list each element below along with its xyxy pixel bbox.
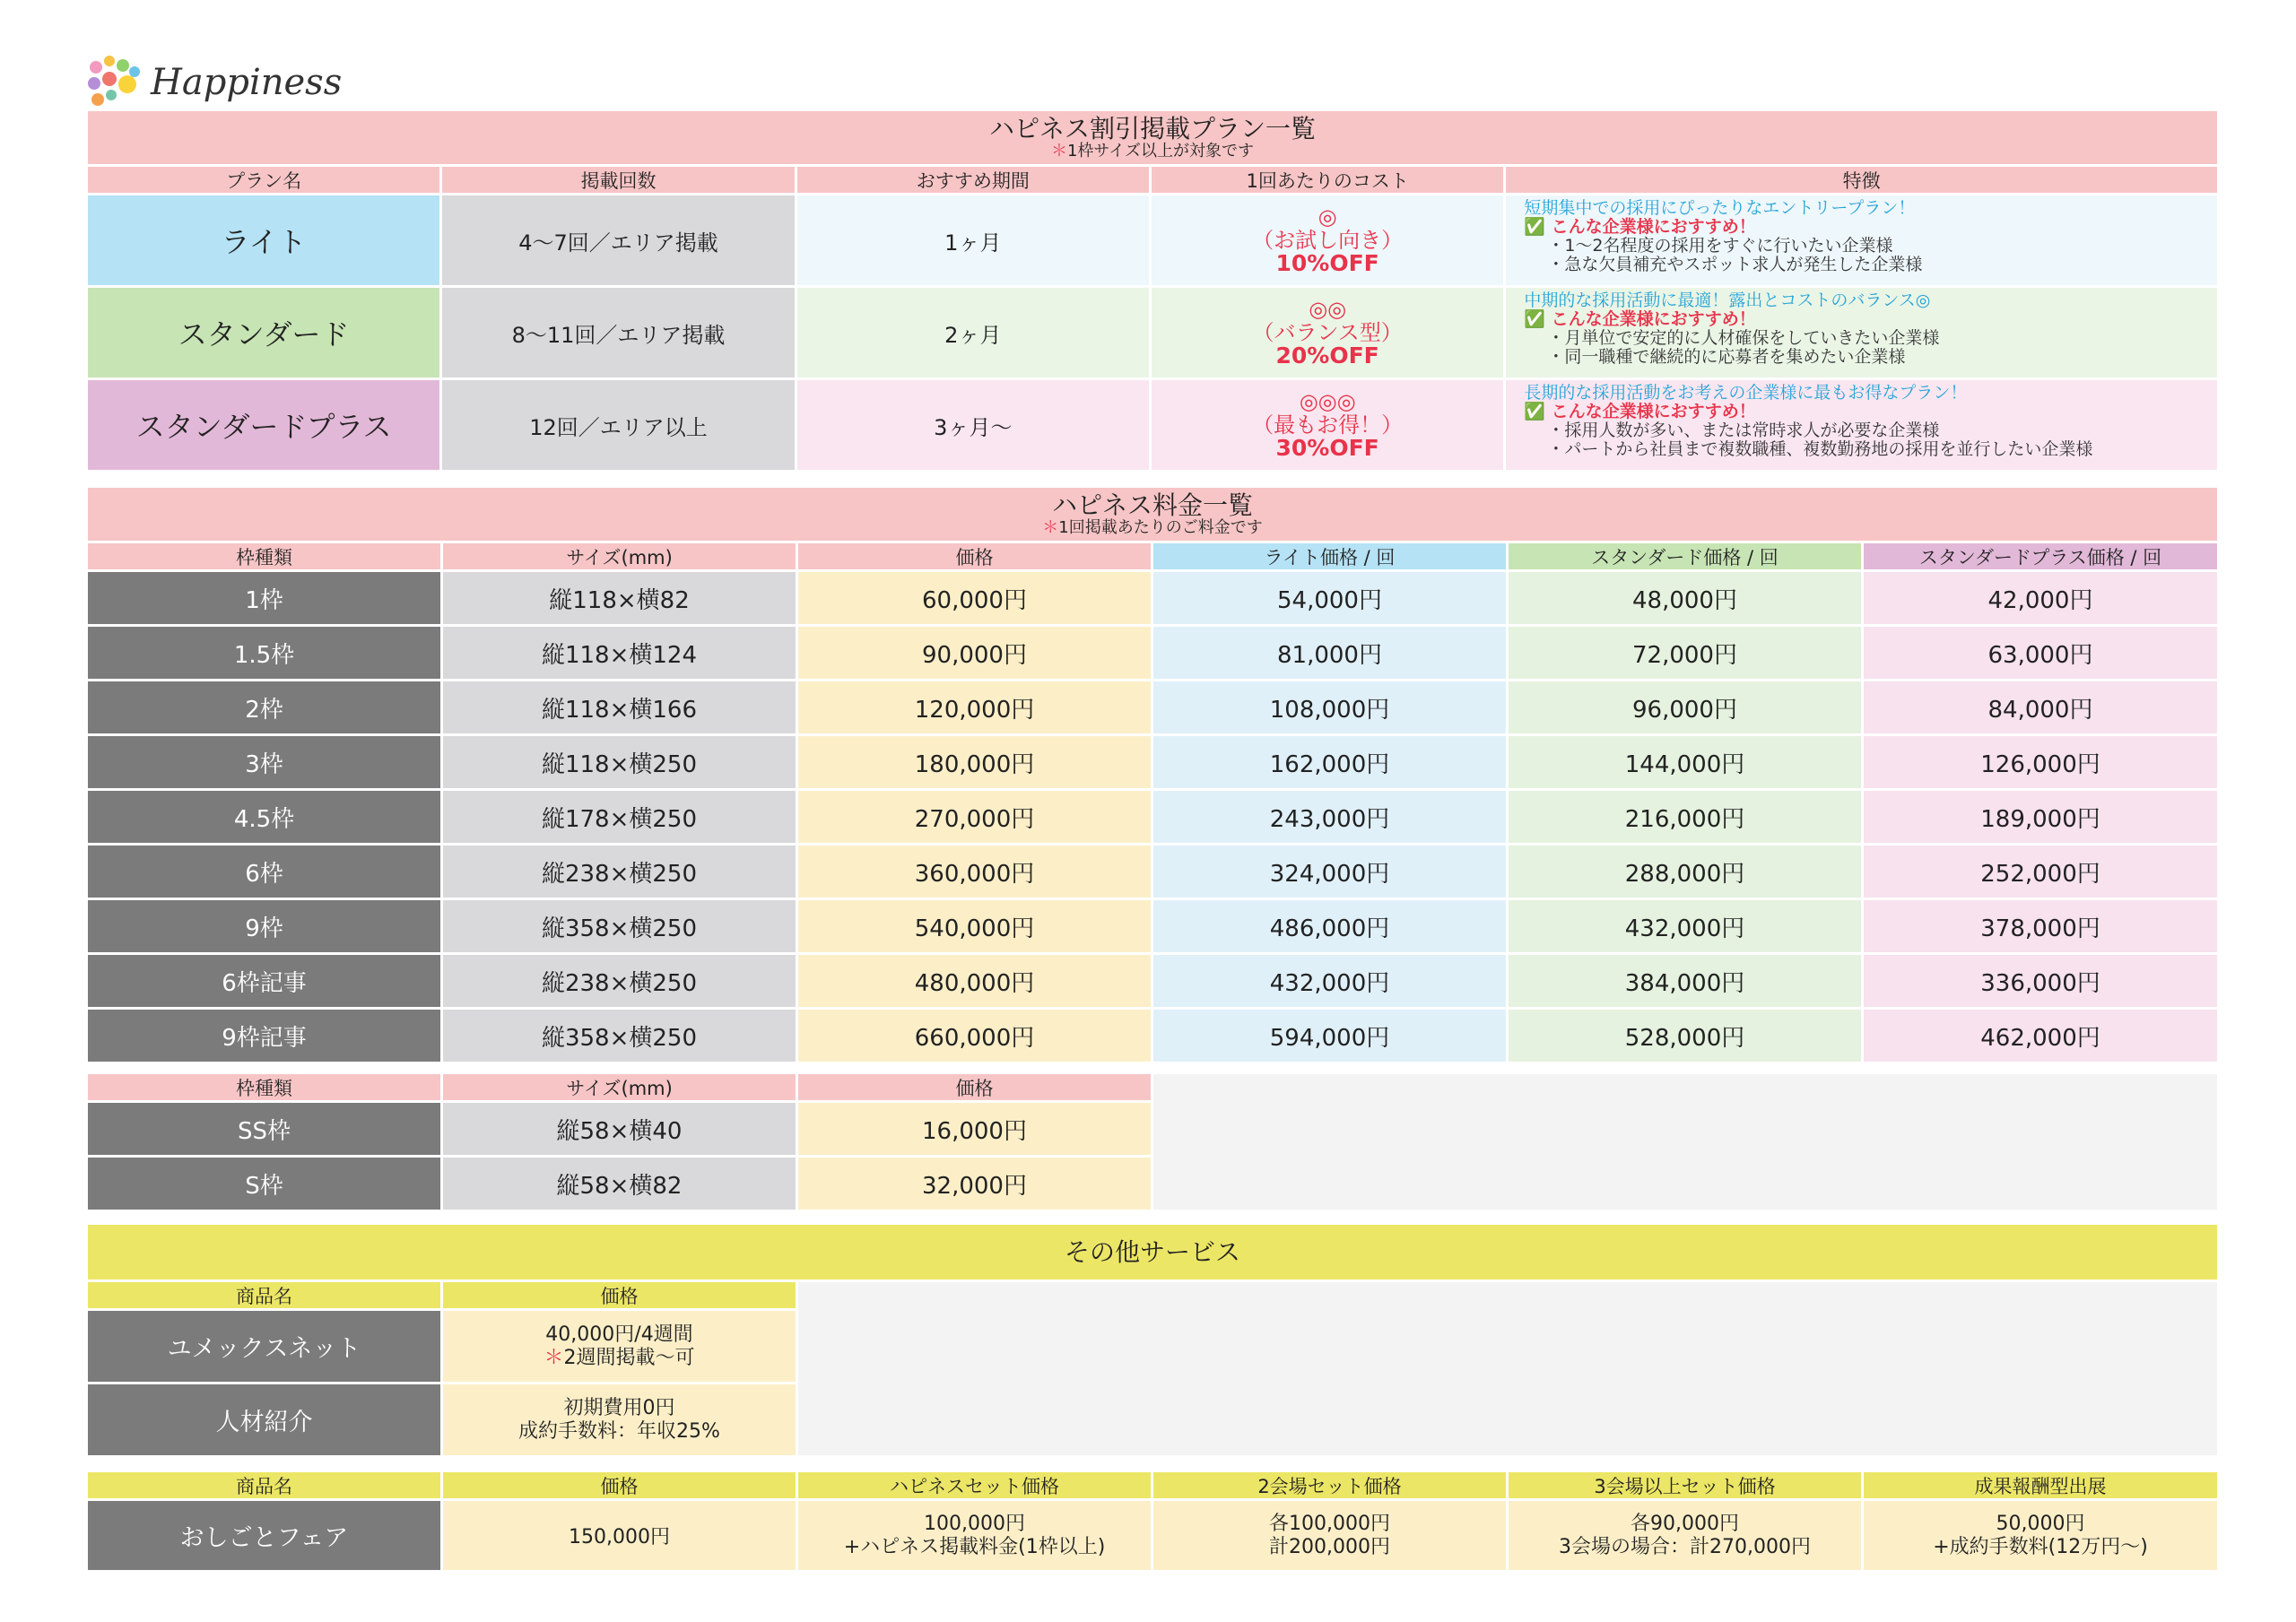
- table-row: [88, 681, 2217, 736]
- standard-price: 96,000円: [1509, 681, 1864, 736]
- product-name: 人材紹介: [88, 1384, 443, 1458]
- frame-type: S枠: [88, 1158, 443, 1212]
- product-name: おしごとフェア: [88, 1501, 443, 1573]
- frame-type: 6枠: [88, 846, 443, 900]
- plan-cost: ◎ （お試し向き） 10%OFF: [1152, 195, 1506, 288]
- header-count: 掲載回数: [442, 167, 796, 195]
- price-table: [88, 488, 2217, 1064]
- frame-size: 縦358×横250: [443, 900, 798, 955]
- standard-price: 72,000円: [1509, 627, 1864, 681]
- standard-price: 384,000円: [1509, 955, 1864, 1010]
- table-row: [88, 1311, 2217, 1384]
- header-plan-name: プラン名: [88, 167, 442, 195]
- standard-plus-price: 189,000円: [1864, 791, 2217, 846]
- price-table-title: ハピネス料金一覧 ＊1回掲載あたりのご料金です: [88, 488, 2217, 543]
- product-price: 初期費用0円 成約手数料：年収25%: [443, 1384, 798, 1458]
- standard-plus-price: 84,000円: [1864, 681, 2217, 736]
- header-light-price: ライト価格 / 回: [1153, 543, 1509, 572]
- plan-features: 中期的な採用活動に最適！露出とコストのバランス◎ ✅ こんな企業様におすすめ！ ・月単位で安定的に人材確保をしていきたい企業様 ・同一職種で継続的に応募者を集めたい企業様: [1506, 288, 2217, 380]
- header-price: 価格: [443, 1472, 798, 1501]
- plan-features: 短期集中での採用にぴったりなエントリープラン！ ✅ こんな企業様におすすめ！ ・1〜2名程度の採用をすぐに行いたい企業様 ・急な欠員補充やスポット求人が発生した企業様: [1506, 195, 2217, 288]
- header-cost: 1回あたりのコスト: [1152, 167, 1506, 195]
- table-row: [88, 572, 2217, 627]
- header-price: 価格: [798, 1074, 1153, 1103]
- frame-type: 9枠: [88, 900, 443, 955]
- header-price: 価格: [443, 1282, 798, 1311]
- standard-price: 144,000円: [1509, 736, 1864, 791]
- table-row: [88, 1501, 2217, 1573]
- frame-price: 480,000円: [798, 955, 1153, 1010]
- standard-price: 288,000円: [1509, 846, 1864, 900]
- standard-price: 48,000円: [1509, 572, 1864, 627]
- standard-plus-price: 42,000円: [1864, 572, 2217, 627]
- plan-name: スタンダードプラス: [88, 380, 442, 473]
- plan-count: 12回／エリア以上: [442, 380, 796, 473]
- frame-size: 縦178×横250: [443, 791, 798, 846]
- frame-type: SS枠: [88, 1103, 443, 1158]
- plan-name: ライト: [88, 195, 442, 288]
- header-frame: 枠種類: [88, 543, 443, 572]
- header-product: 商品名: [88, 1282, 443, 1311]
- header-product: 商品名: [88, 1472, 443, 1501]
- fair-performance: 50,000円 +成約手数料(12万円〜): [1864, 1501, 2217, 1573]
- logo-dots-icon: [86, 54, 144, 111]
- frame-type: 6枠記事: [88, 955, 443, 1010]
- header-happiness-set: ハピネスセット価格: [798, 1472, 1153, 1501]
- standard-plus-price: 336,000円: [1864, 955, 2217, 1010]
- table-row: [88, 736, 2217, 791]
- plan-row: [88, 195, 2217, 288]
- small-frame-table: [88, 1074, 2217, 1212]
- header-three-venue: 3会場以上セット価格: [1509, 1472, 1864, 1501]
- blank-area: [1153, 1158, 2217, 1212]
- frame-type: 1枠: [88, 572, 443, 627]
- header-performance: 成果報酬型出展: [1864, 1472, 2217, 1501]
- header-standard-price: スタンダード価格 / 回: [1509, 543, 1864, 572]
- light-price: 243,000円: [1153, 791, 1509, 846]
- fair-three-venue: 各90,000円 3会場の場合：計270,000円: [1509, 1501, 1864, 1573]
- table-row: [88, 791, 2217, 846]
- product-price: 40,000円/4週間 ＊2週間掲載〜可: [443, 1311, 798, 1384]
- standard-price: 216,000円: [1509, 791, 1864, 846]
- plan-cost: ◎◎◎ （最もお得！） 30%OFF: [1152, 380, 1506, 473]
- frame-size: 縦118×横82: [443, 572, 798, 627]
- header-features: 特徴: [1506, 167, 2217, 195]
- other-services-title: その他サービス: [88, 1225, 2217, 1282]
- standard-plus-price: 63,000円: [1864, 627, 2217, 681]
- table-row: [88, 1010, 2217, 1064]
- frame-price: 360,000円: [798, 846, 1153, 900]
- frame-type: 3枠: [88, 736, 443, 791]
- blank-area: [798, 1311, 2217, 1384]
- light-price: 432,000円: [1153, 955, 1509, 1010]
- light-price: 108,000円: [1153, 681, 1509, 736]
- frame-size: 縦358×横250: [443, 1010, 798, 1064]
- plan-period: 3ヶ月〜: [797, 380, 1152, 473]
- light-price: 54,000円: [1153, 572, 1509, 627]
- standard-plus-price: 378,000円: [1864, 900, 2217, 955]
- table-row: [88, 846, 2217, 900]
- plan-count: 8〜11回／エリア掲載: [442, 288, 796, 380]
- frame-price: 270,000円: [798, 791, 1153, 846]
- blank-area: [1153, 1074, 2217, 1103]
- other-services-table: [88, 1225, 2217, 1458]
- light-price: 486,000円: [1153, 900, 1509, 955]
- frame-size: 縦58×横40: [443, 1103, 798, 1158]
- frame-price: 32,000円: [798, 1158, 1153, 1212]
- table-row: [88, 955, 2217, 1010]
- header-two-venue: 2会場セット価格: [1153, 1472, 1509, 1501]
- frame-size: 縦118×横124: [443, 627, 798, 681]
- blank-area: [1153, 1103, 2217, 1158]
- light-price: 594,000円: [1153, 1010, 1509, 1064]
- frame-size: 縦58×横82: [443, 1158, 798, 1212]
- plan-table: [88, 111, 2217, 473]
- header-frame: 枠種類: [88, 1074, 443, 1103]
- standard-plus-price: 126,000円: [1864, 736, 2217, 791]
- header-standard-plus-price: スタンダードプラス価格 / 回: [1864, 543, 2217, 572]
- table-row: [88, 1103, 2217, 1158]
- plan-name: スタンダード: [88, 288, 442, 380]
- logo: [86, 54, 342, 111]
- table-row: [88, 900, 2217, 955]
- plan-count: 4〜7回／エリア掲載: [442, 195, 796, 288]
- blank-area: [798, 1282, 2217, 1311]
- table-row: [88, 627, 2217, 681]
- plan-row: [88, 288, 2217, 380]
- plan-features: 長期的な採用活動をお考えの企業様に最もお得なプラン！ ✅ こんな企業様におすすめ！ ・採用人数が多い、または常時求人が必要な企業様 ・パートから社員まで複数職種、複数勤務地の採用を並行したい企業様: [1506, 380, 2217, 473]
- standard-price: 432,000円: [1509, 900, 1864, 955]
- frame-price: 16,000円: [798, 1103, 1153, 1158]
- frame-price: 540,000円: [798, 900, 1153, 955]
- standard-plus-price: 252,000円: [1864, 846, 2217, 900]
- header-period: おすすめ期間: [797, 167, 1152, 195]
- logo-text: Happiness: [151, 62, 343, 103]
- table-row: [88, 1158, 2217, 1212]
- frame-price: 60,000円: [798, 572, 1153, 627]
- plan-row: [88, 380, 2217, 473]
- frame-price: 180,000円: [798, 736, 1153, 791]
- light-price: 162,000円: [1153, 736, 1509, 791]
- frame-size: 縦118×横166: [443, 681, 798, 736]
- plan-table-title: ハピネス割引掲載プラン一覧 ＊1枠サイズ以上が対象です: [88, 111, 2217, 167]
- frame-type: 9枠記事: [88, 1010, 443, 1064]
- frame-size: 縦238×横250: [443, 955, 798, 1010]
- fair-price: 150,000円: [443, 1501, 798, 1573]
- table-row: [88, 1384, 2217, 1458]
- plan-period: 2ヶ月: [797, 288, 1152, 380]
- plan-period: 1ヶ月: [797, 195, 1152, 288]
- standard-plus-price: 462,000円: [1864, 1010, 2217, 1064]
- frame-size: 縦238×横250: [443, 846, 798, 900]
- job-fair-table: [88, 1472, 2217, 1573]
- plan-cost: ◎◎ （バランス型） 20%OFF: [1152, 288, 1506, 380]
- light-price: 81,000円: [1153, 627, 1509, 681]
- fair-two-venue: 各100,000円 計200,000円: [1153, 1501, 1509, 1573]
- fair-happiness-set: 100,000円 +ハピネス掲載料金(1枠以上): [798, 1501, 1153, 1573]
- header-price: 価格: [798, 543, 1153, 572]
- frame-price: 660,000円: [798, 1010, 1153, 1064]
- frame-type: 2枠: [88, 681, 443, 736]
- frame-size: 縦118×横250: [443, 736, 798, 791]
- light-price: 324,000円: [1153, 846, 1509, 900]
- frame-price: 120,000円: [798, 681, 1153, 736]
- frame-type: 4.5枠: [88, 791, 443, 846]
- frame-type: 1.5枠: [88, 627, 443, 681]
- blank-area: [798, 1384, 2217, 1458]
- frame-price: 90,000円: [798, 627, 1153, 681]
- header-size: サイズ(mm): [443, 1074, 798, 1103]
- standard-price: 528,000円: [1509, 1010, 1864, 1064]
- product-name: ユメックスネット: [88, 1311, 443, 1384]
- header-size: サイズ(mm): [443, 543, 798, 572]
